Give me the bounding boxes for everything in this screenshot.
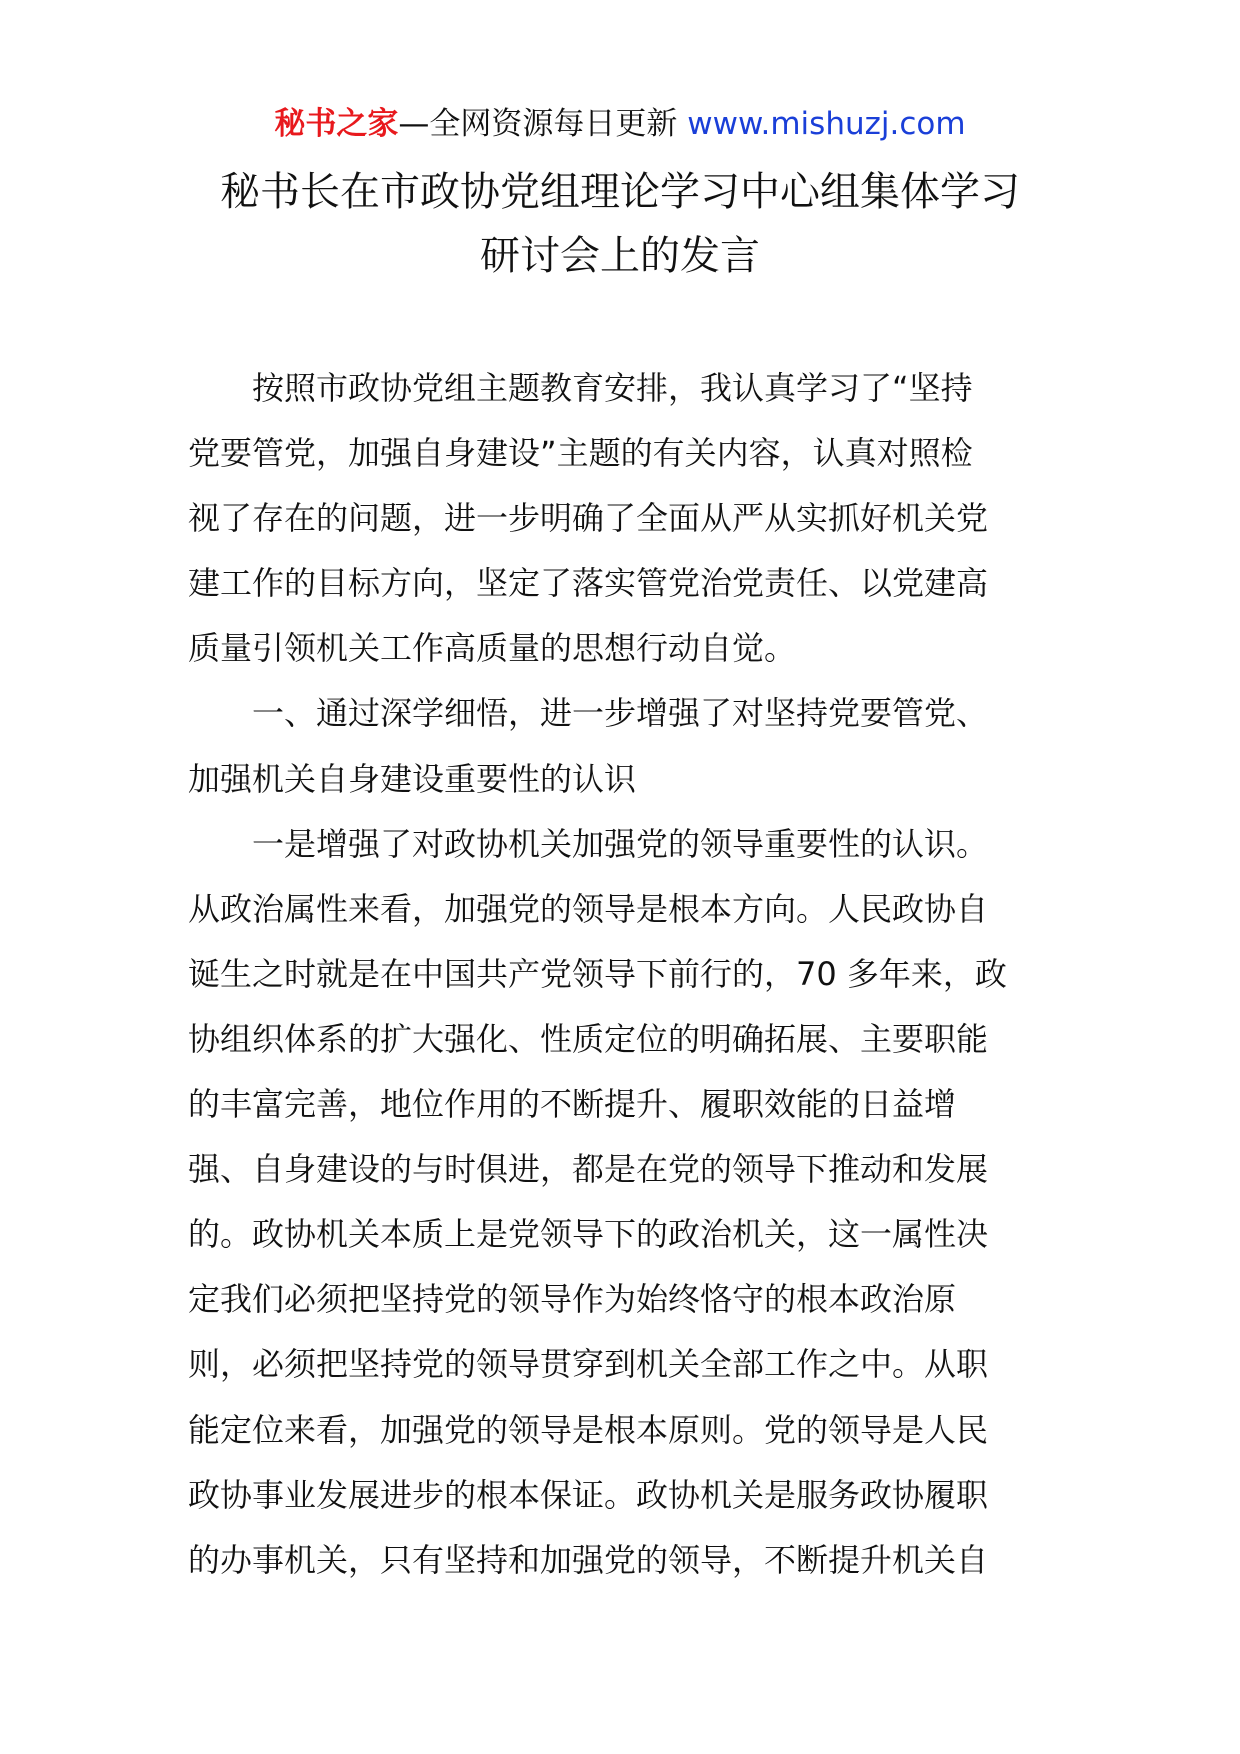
text-line: 党要管党，加强自身建设”主题的有关内容，认真对照检 [188,434,973,473]
title-line-2: 研讨会上的发言 [480,233,760,279]
site-banner [0,100,1240,148]
text-line: 政协事业发展进步的根本保证。政协机关是服务政协履职 [188,1475,989,1514]
banner-brand: 秘书之家 [274,106,399,142]
text-line: 的办事机关，只有坚持和加强党的领导，不断提升机关自 [188,1540,989,1579]
text-line: 质量引领机关工作高质量的思想行动自觉。 [188,629,797,668]
heading-line: 一、通过深学细悟，进一步增强了对坚持党要管党、 [252,694,989,733]
text-line: 定我们必须把坚持党的领导作为始终恪守的根本政治原 [188,1280,957,1319]
text-line: 从政治属性来看，加强党的领导是根本方向。人民政协自 [188,889,989,928]
heading-line: 加强机关自身建设重要性的认识 [188,759,637,798]
text-line: 能定位来看，加强党的领导是根本原则。党的领导是人民 [188,1410,989,1449]
title-line-1: 秘书长在市政协党组理论学习中心组集体学习 [220,169,1020,215]
text-line: 诞生之时就是在中国共产党领导下前行的，70 多年来，政 [188,954,1007,993]
document-title [0,160,1240,288]
text-line: 一是增强了对政协机关加强党的领导重要性的认识。 [252,824,989,863]
text-line: 建工作的目标方向，坚定了落实管党治党责任、以党建高 [188,564,989,603]
text-line: 视了存在的问题，进一步明确了全面从严从实抓好机关党 [188,499,989,538]
section-heading-1 [188,681,1058,811]
text-line: 的。政协机关本质上是党领导下的政治机关，这一属性决 [188,1215,989,1254]
banner-slogan: —全网资源每日更新 [398,106,688,142]
text-line: 的丰富完善，地位作用的不断提升、履职效能的日益增 [188,1085,957,1124]
text-line: 则，必须把坚持党的领导贯穿到机关全部工作之中。从职 [188,1345,989,1384]
text-line: 强、自身建设的与时俱进，都是在党的领导下推动和发展 [188,1150,989,1189]
text-line: 协组织体系的扩大强化、性质定位的明确拓展、主要职能 [188,1019,989,1058]
paragraph-point-1 [188,812,1058,1593]
document-body [188,356,1058,1593]
paragraph-intro [188,356,1058,681]
banner-url-link[interactable]: www.mishuzj.com [687,106,966,142]
text-line: 按照市政协党组主题教育安排，我认真学习了“坚持 [252,369,973,407]
